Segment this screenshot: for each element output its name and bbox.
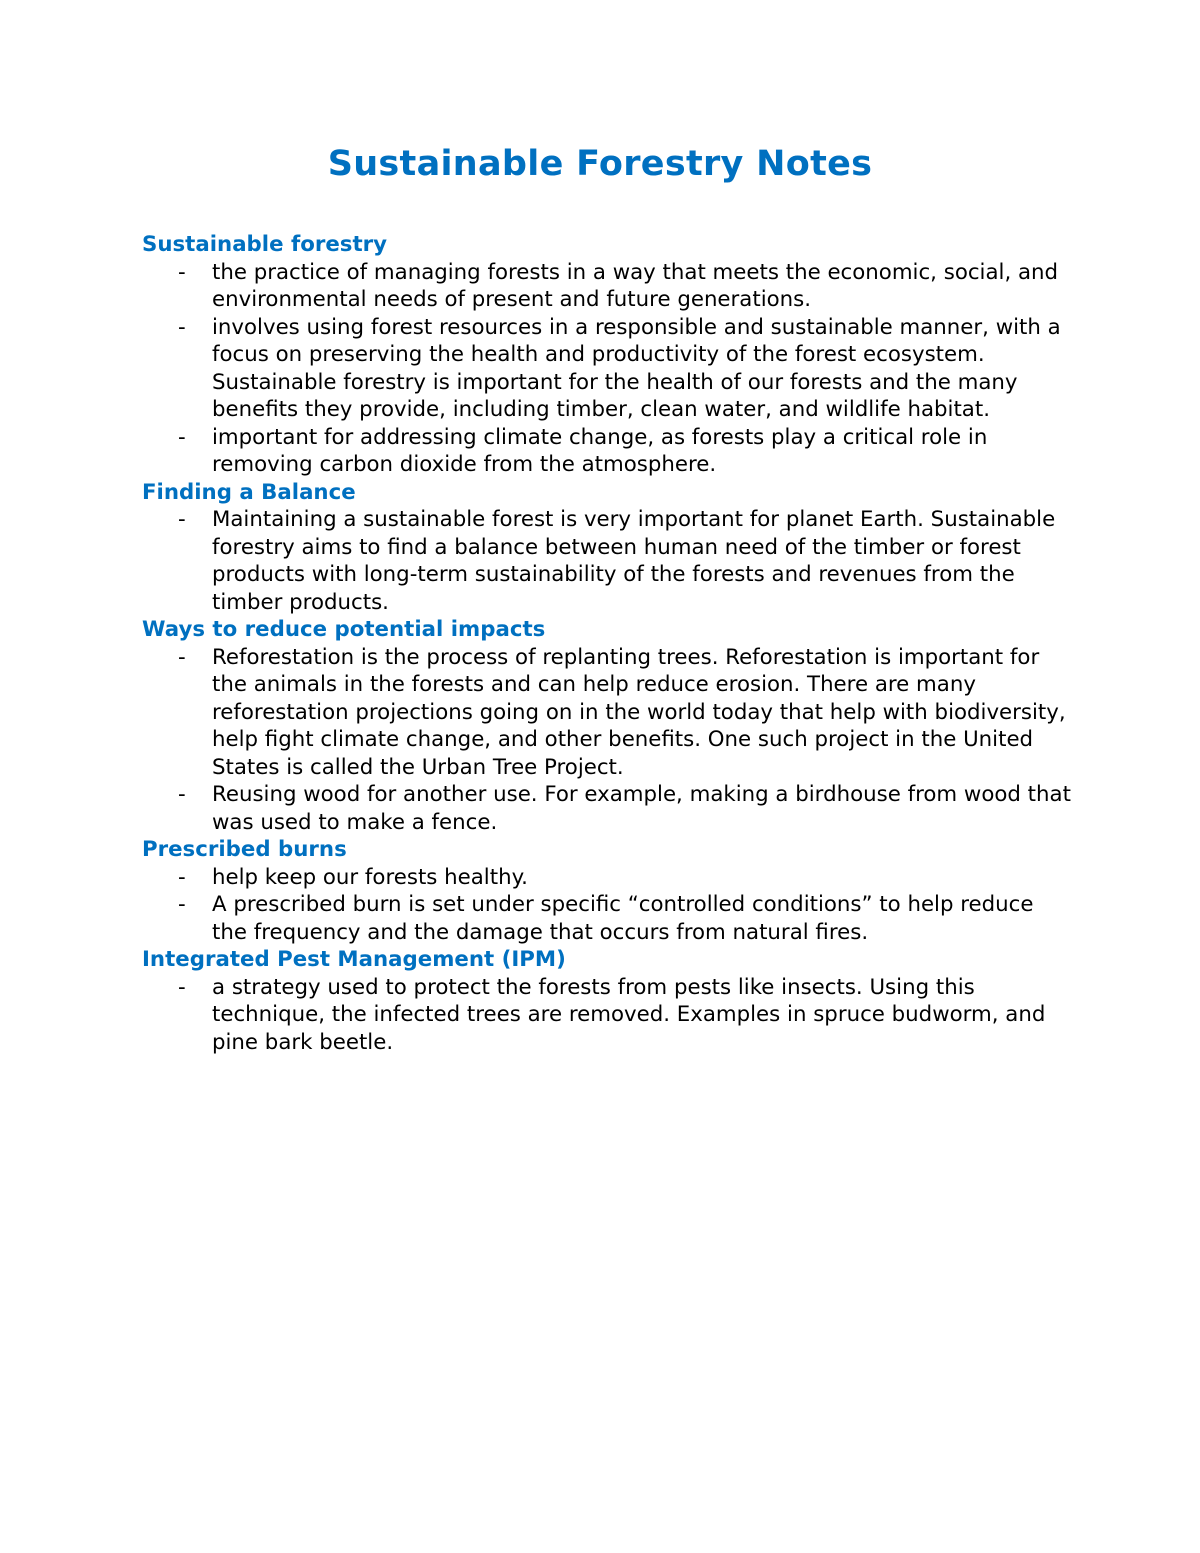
dash-bullet: - (178, 259, 186, 285)
list-item-text: involves using forest resources in a responsible and sustainable manner, with a focus on preserving the health and productivity of the forest ecosystem. Sustainable forestry is important for the health of our forests and the many benefits they provide, including timber, clean water, and wildlife habitat. (212, 314, 1061, 422)
dash-bullet: - (178, 864, 186, 890)
list-item (142, 506, 1072, 616)
dash-bullet: - (178, 314, 186, 340)
list-item-text: Maintaining a sustainable forest is very important for planet Earth. Sustainable forestry aims to find a balance between human need of the timber or forest products with long-term sustainability of the forests and revenues from the timber products. (212, 507, 1056, 615)
dash-bullet: - (178, 974, 186, 1000)
list-item (142, 424, 1072, 479)
list-item-text: help keep our forests healthy. (212, 864, 528, 890)
dash-bullet: - (178, 424, 186, 450)
dash-bullet: - (178, 507, 186, 532)
section-heading: Finding a Balance (142, 479, 356, 505)
list-item-text: a strategy used to protect the forests from pests like insects. Using this technique, the infected trees are removed. Examples in spruce budworm, and pine bark beetle. (212, 974, 1046, 1055)
list-item (142, 781, 1072, 836)
list-item (142, 644, 1072, 782)
section-prescribed-burns (142, 836, 1072, 946)
bullet-list (142, 864, 1072, 947)
section-heading: Integrated Pest Management (IPM) (142, 947, 566, 972)
list-item (142, 259, 1072, 314)
section-finding-a-balance (142, 479, 1072, 617)
dash-bullet: - (178, 892, 186, 917)
list-item-text: important for addressing climate change, as forests play a critical role in removing carbon dioxide from the atmosphere. (212, 424, 988, 477)
section-sustainable-forestry (142, 231, 1072, 479)
list-item (142, 314, 1072, 424)
list-item (142, 974, 1072, 1057)
section-heading: Prescribed burns (142, 837, 347, 862)
section-heading: Ways to reduce potential impacts (142, 617, 546, 642)
dash-bullet: - (178, 644, 186, 670)
list-item-text: the practice of managing forests in a way that meets the economic, social, and environmental needs of present and future generations. (212, 259, 1059, 312)
dash-bullet: - (178, 782, 186, 807)
list-item (142, 864, 1072, 892)
bullet-list (142, 506, 1072, 616)
bullet-list (142, 259, 1072, 479)
bullet-list (142, 974, 1072, 1057)
list-item-text: Reusing wood for another use. For example, making a birdhouse from wood that was used to make a fence. (212, 782, 1071, 835)
bullet-list (142, 644, 1072, 837)
list-item-text: Reforestation is the process of replanting trees. Reforestation is important for the animals in the forests and can help reduce erosion. There are many reforestation projections going on in the world today that help with biodiversity, help fight climate change, and other benefits. One such project in the United States is called the Urban Tree Project. (212, 644, 1066, 780)
section-integrated-pest-management (142, 946, 1072, 1056)
document-title: Sustainable Forestry Notes (327, 144, 873, 184)
section-ways-to-reduce-impacts (142, 616, 1072, 836)
list-item (142, 891, 1072, 946)
section-heading: Sustainable forestry (142, 232, 388, 257)
list-item-text: A prescribed burn is set under specific “controlled conditions” to help reduce the frequency and the damage that occurs from natural fires. (212, 892, 1034, 945)
document-body (142, 231, 1072, 1056)
